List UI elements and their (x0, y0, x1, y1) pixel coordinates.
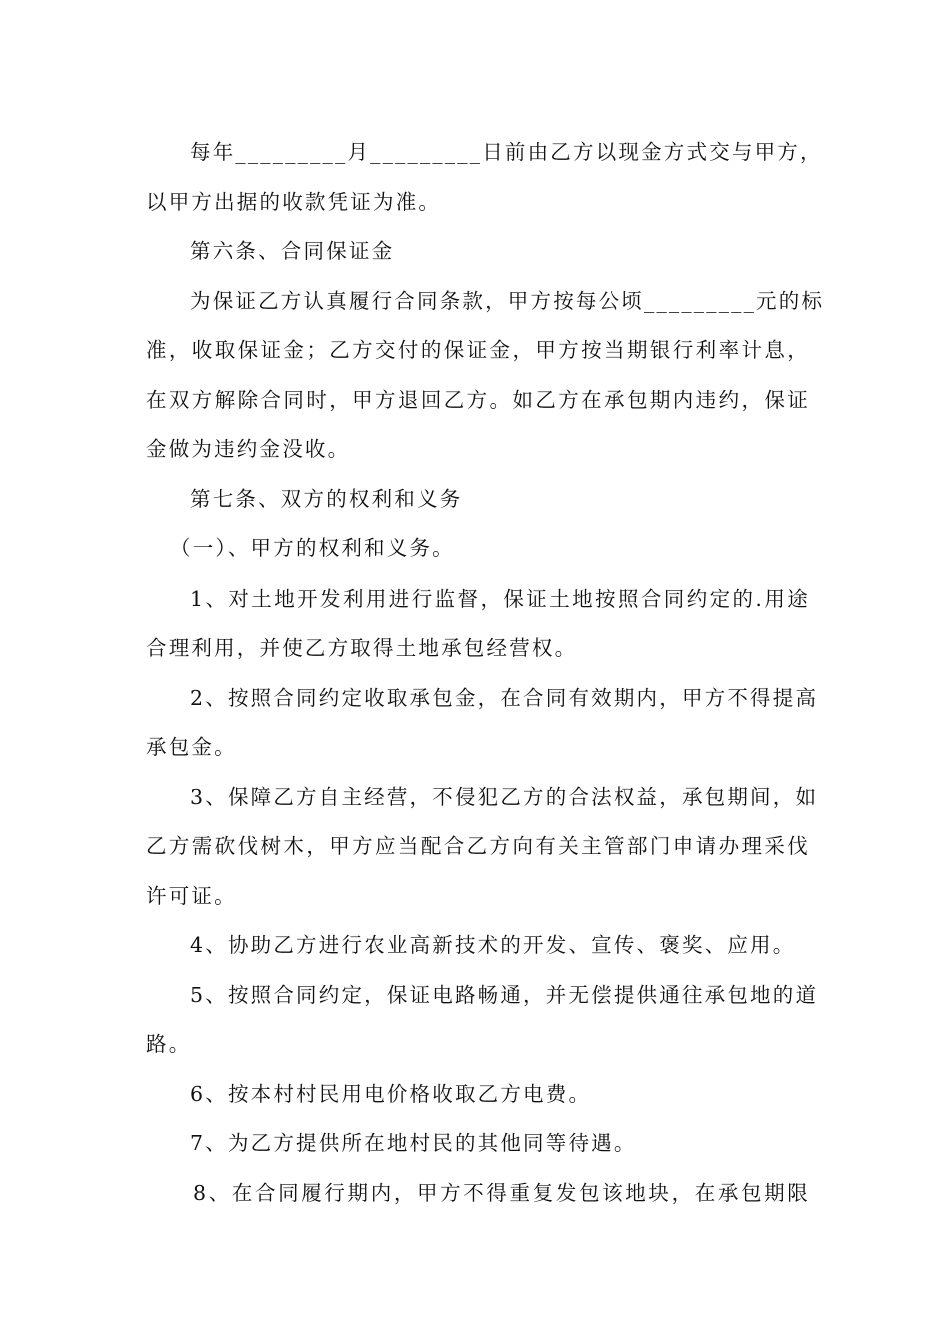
paragraph-line: 每年_________月_________日前由乙方以现金方式交与甲方， (190, 140, 823, 164)
list-item-line: 4、协助乙方进行农业高新技术的开发、宣传、褒奖、应用。 (190, 933, 796, 957)
list-item-line: 2、按照合同约定收取承包金，在合同有效期内，甲方不得提高 (190, 686, 819, 710)
section-heading: 第六条、合同保证金 (190, 239, 395, 263)
subsection-heading: （一）、甲方的权利和义务。 (170, 536, 455, 560)
list-item-line: 承包金。 (146, 735, 237, 759)
list-item-line: 许可证。 (146, 884, 237, 908)
paragraph-line: 为保证乙方认真履行合同条款，甲方按每公顷_________元的标 (190, 289, 825, 313)
paragraph-line: 在双方解除合同时，甲方退回乙方。如乙方在承包期内违约，保证 (146, 388, 810, 412)
paragraph-line: 准，收取保证金；乙方交付的保证金，甲方按当期银行利率计息， (146, 338, 810, 362)
paragraph-line: 以甲方出据的收款凭证为准。 (146, 190, 442, 214)
list-item-line: 路。 (146, 1032, 192, 1056)
list-item-line: 8、在合同履行期内，甲方不得重复发包该地块，在承包期限 (193, 1181, 810, 1205)
section-heading: 第七条、双方的权利和义务 (190, 487, 463, 511)
list-item-line: 1、对土地开发利用进行监督，保证土地按照合同约定的.用途 (190, 587, 810, 611)
paragraph-line: 金做为违约金没收。 (146, 437, 351, 461)
list-item-line: 7、为乙方提供所在地村民的其他同等待遇。 (190, 1131, 637, 1155)
list-item-line: 合理利用，并使乙方取得土地承包经营权。 (146, 636, 578, 660)
list-item-line: 3、保障乙方自主经营，不侵犯乙方的合法权益，承包期间，如 (190, 785, 819, 809)
list-item-line: 6、按本村村民用电价格收取乙方电费。 (190, 1082, 592, 1106)
list-item-line: 5、按照合同约定，保证电路畅通，并无偿提供通往承包地的道 (190, 983, 819, 1007)
list-item-line: 乙方需砍伐树木，甲方应当配合乙方向有关主管部门申请办理采伐 (146, 834, 810, 858)
